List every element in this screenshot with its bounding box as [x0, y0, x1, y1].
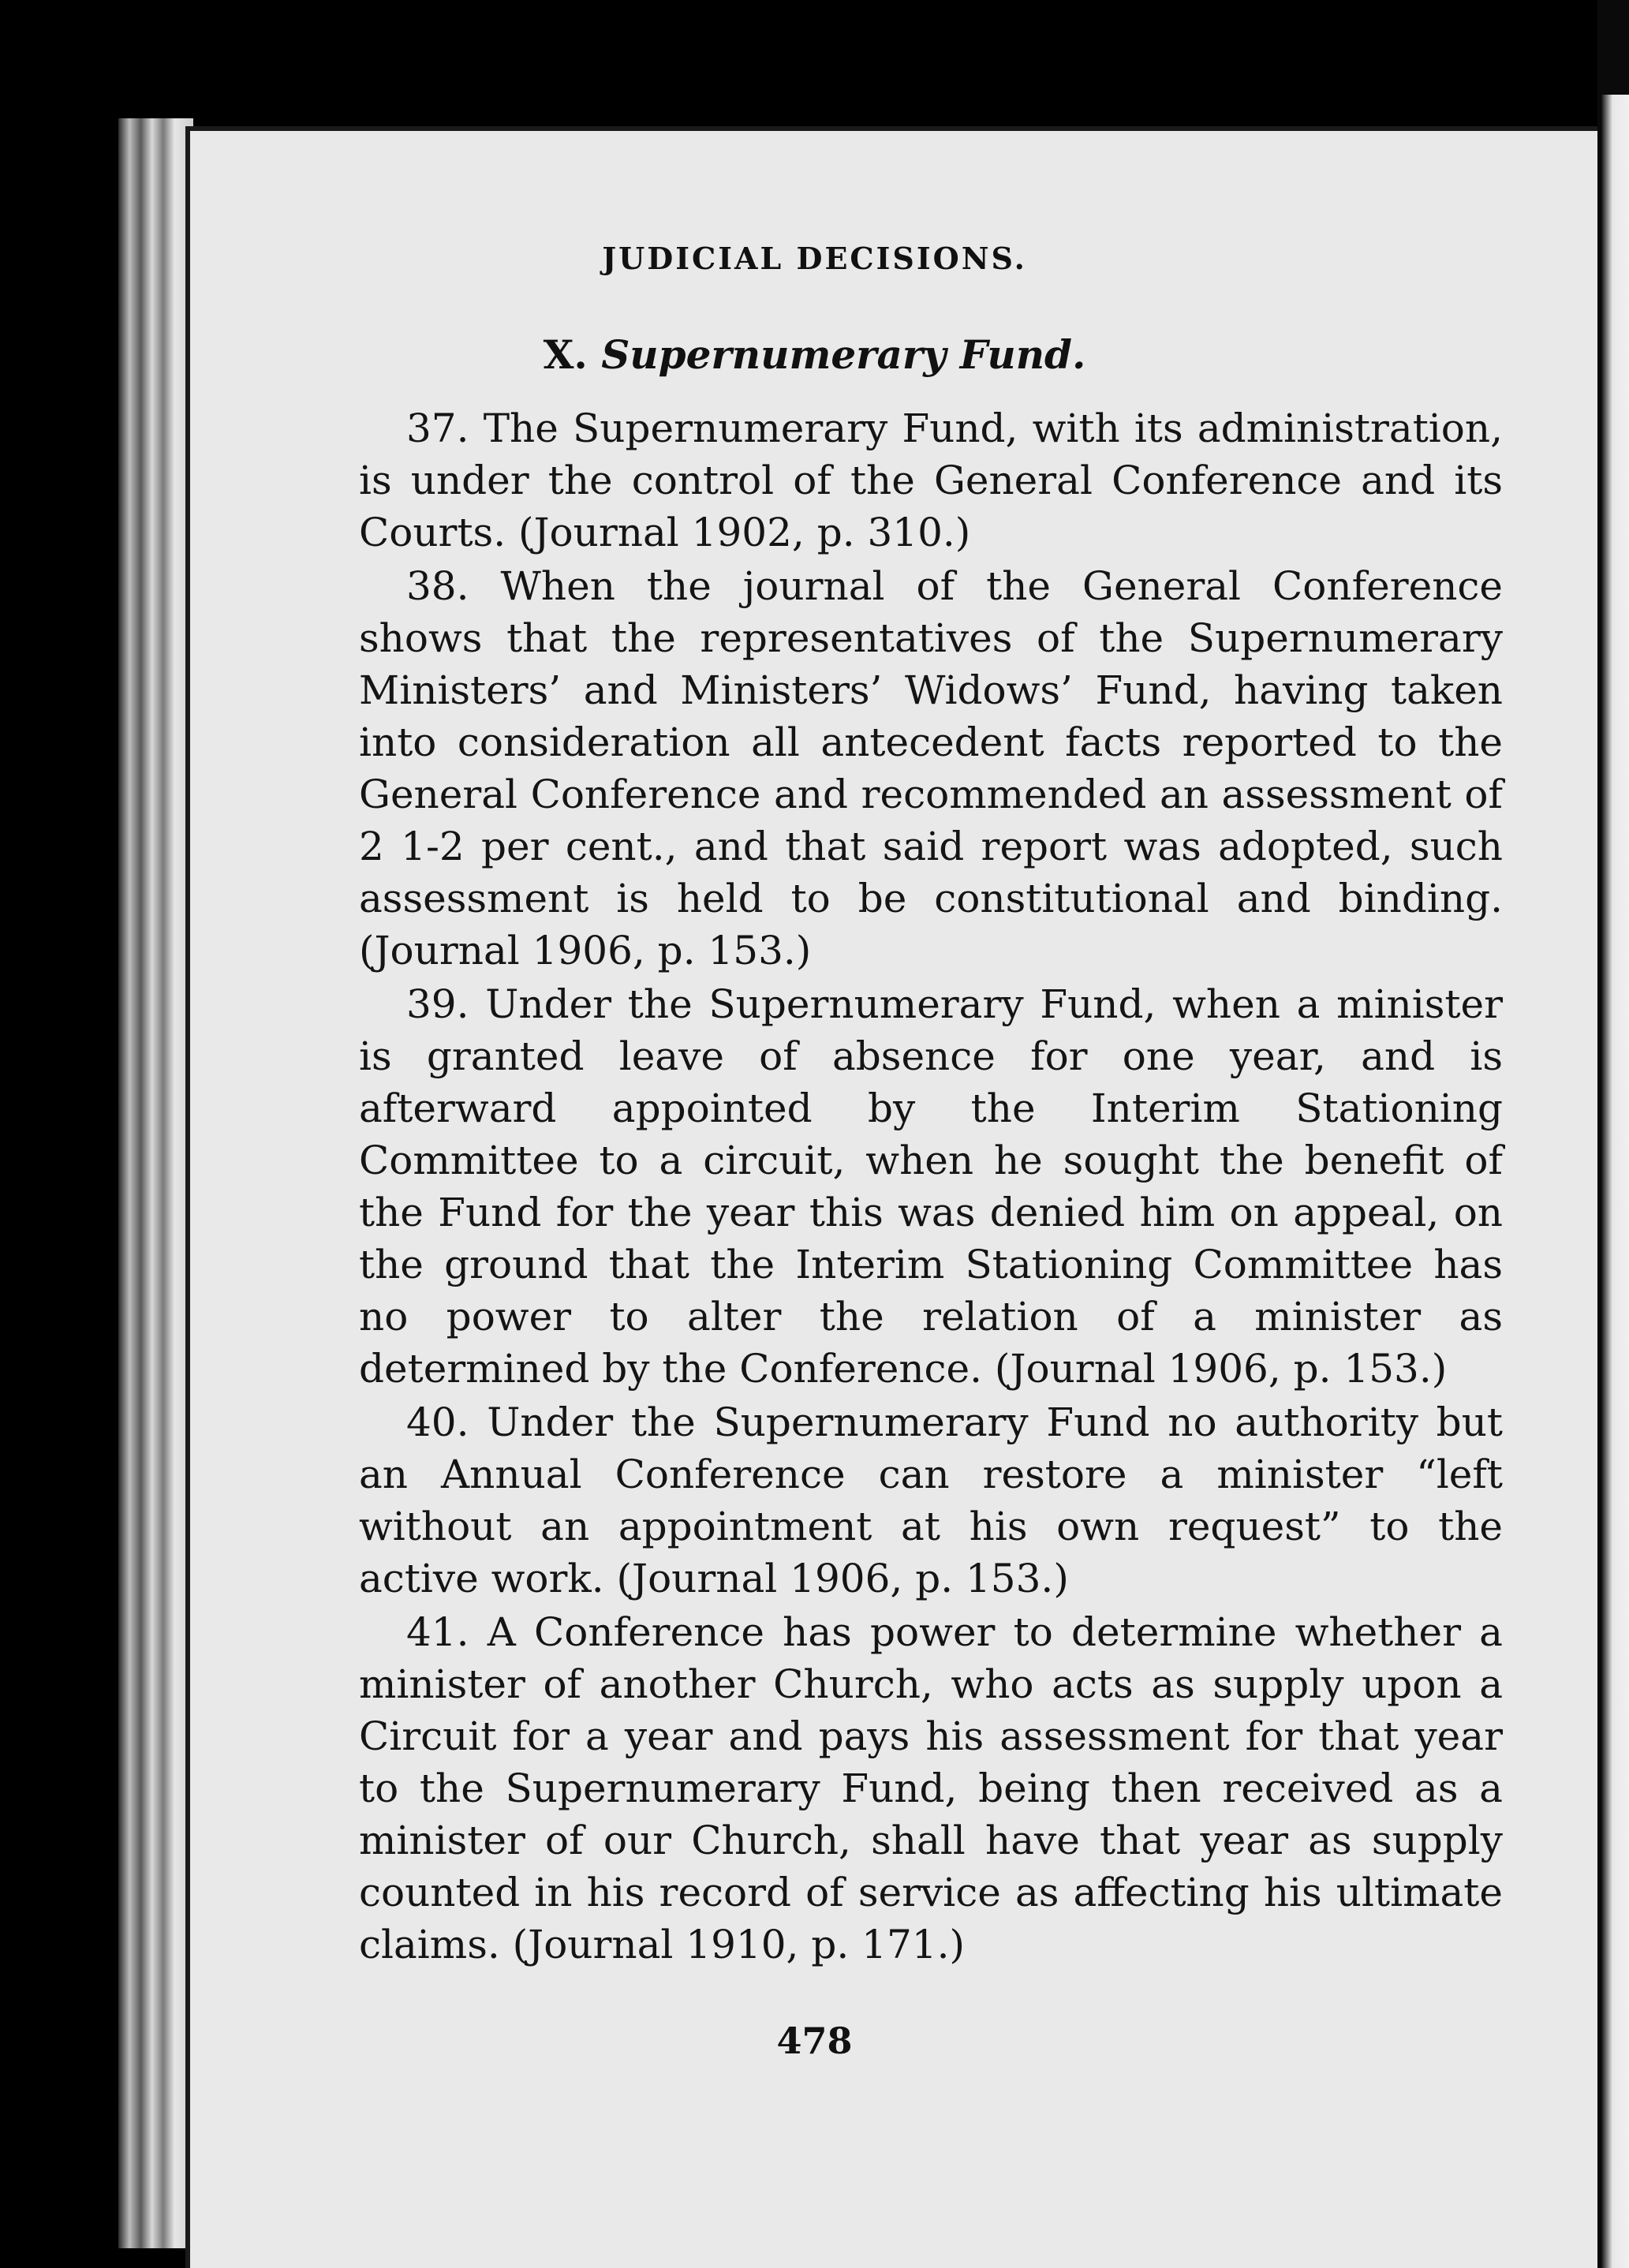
- adjacent-page-edge: [1601, 95, 1629, 2268]
- running-head: JUDICIAL DECISIONS.: [602, 241, 1027, 276]
- section-number: X.: [543, 331, 588, 378]
- section-title: Supernumerary Fund.: [601, 331, 1086, 378]
- decision-paragraph-41: 41. A Conference has power to determine whether a minister of another Church, who acts as supply upon a Circuit for a year and pays his assessment for that year to the Supernumerary Fund, being then received as a minister of our Church, shall have that year as supply counted in his record of service as affecting his ultimate claims. (Journal 1910, p. 171.): [359, 1609, 1503, 1967]
- section-heading: [0, 331, 1629, 378]
- page-body: [359, 402, 1503, 1972]
- decision-paragraph-37: 37. The Supernumerary Fund, with its administration, is under the control of the General Conference and its Courts. (Journal 1902, p. 310.): [359, 405, 1503, 555]
- decision-paragraph-40: 40. Under the Supernumerary Fund no authority but an Annual Conference can restore a minister “left without an appointment at his own request” to the active work. (Journal 1906, p. 153.): [359, 1399, 1503, 1601]
- decision-paragraph-38: 38. When the journal of the General Conference shows that the representatives of the Supernumerary Ministers’ and Ministers’ Widows’ Fund, having taken into consideration all antecedent facts reported to the General Conference and recommended an assessment of 2 1-2 per cent., and that said report was adopted, such assessment is held to be constitutional and binding. (Journal 1906, p. 153.): [359, 563, 1503, 973]
- page-number: 478: [776, 2020, 853, 2062]
- decision-paragraph-39: 39. Under the Supernumerary Fund, when a minister is granted leave of absence for one year, and is afterward appointed by the Interim Stationing Committee to a circuit, when he sought the benefit of the Fund for the year this was denied him on appeal, on the ground that the Interim Stationing Committee has no power to alter the relation of a minister as determined by the Conference. (Journal 1906, p. 153.): [359, 981, 1503, 1392]
- book-page-stack: [118, 118, 193, 2248]
